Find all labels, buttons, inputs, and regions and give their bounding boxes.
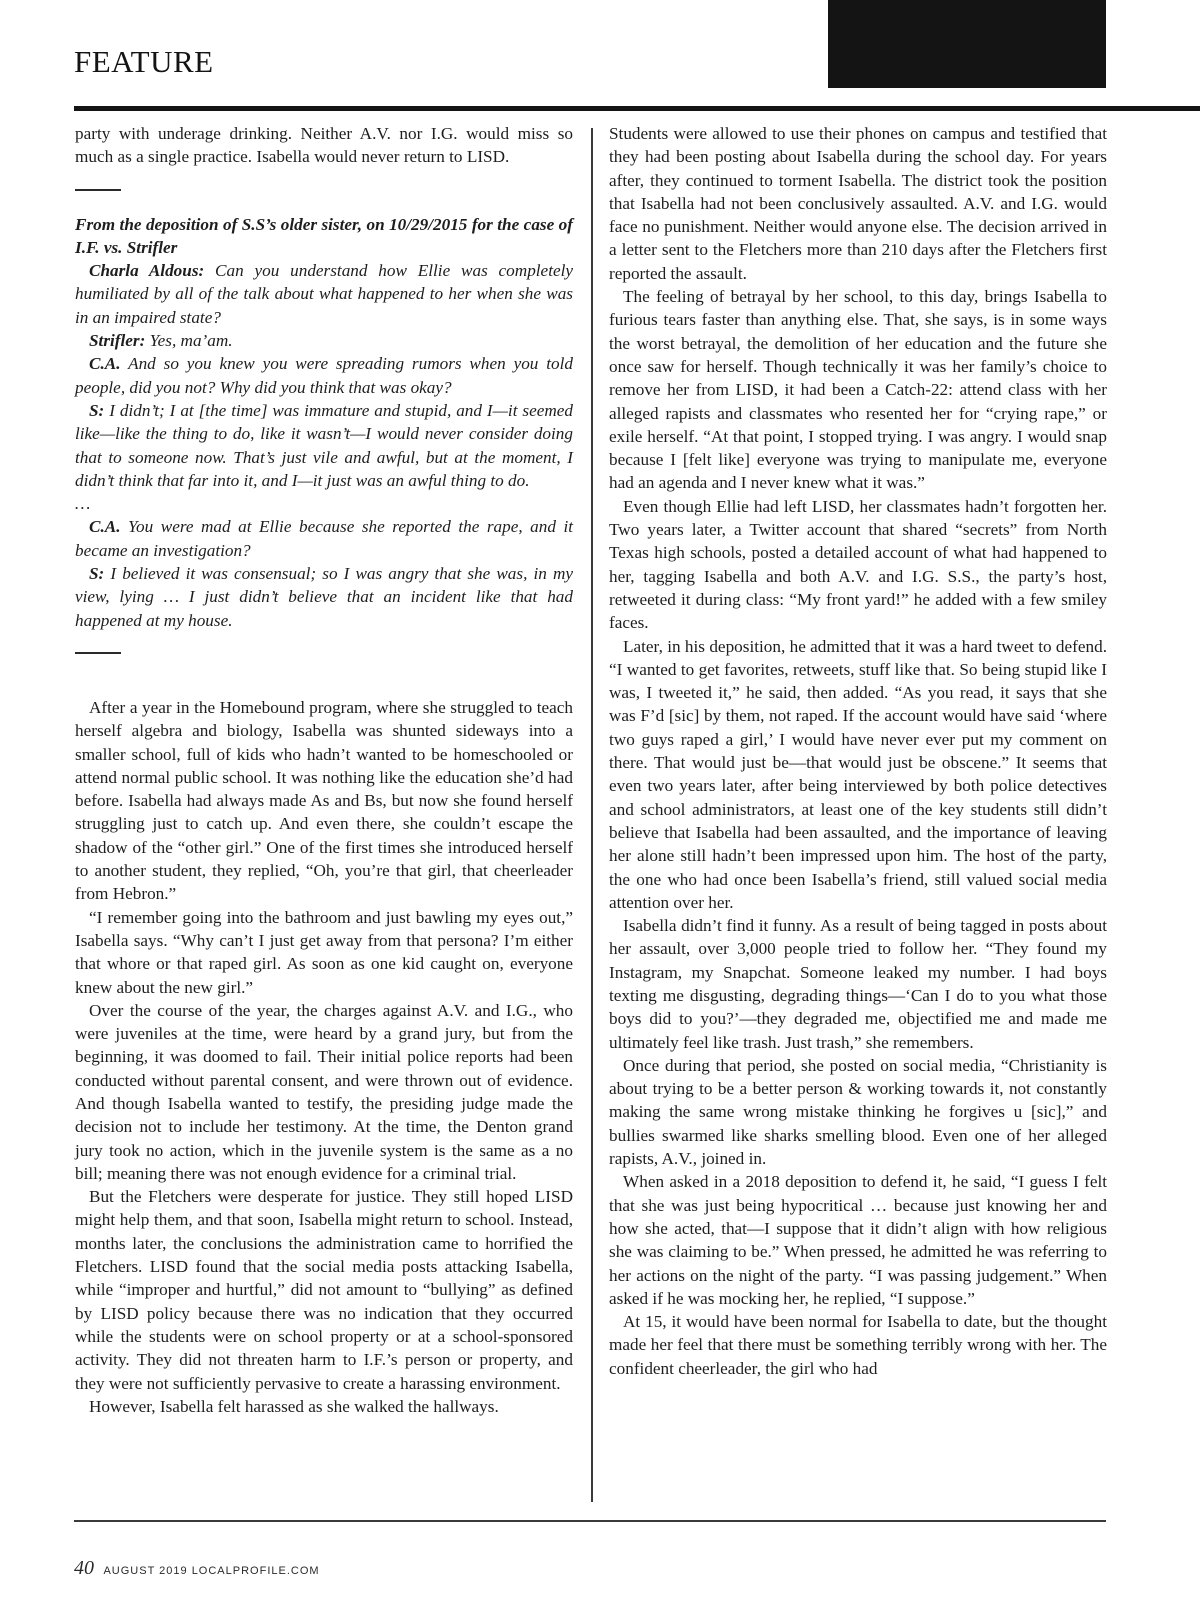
testimony: I believed it was consensual; so I was angry that she was, in my view, lying … I just didn’t believe that an incident like that had happened at my house. [75, 564, 573, 630]
body-paragraph: But the Fletchers were desperate for justice. They still hoped LISD might help them, and that soon, Isabella might return to school. Instead, months later, the conclusions the administration came to horrified the Fletchers. LISD found that the social media posts attacking Isabella, while “improper and hurtful,” did not amount to “bullying” as defined by LISD policy because there was no indication that they occurred while the students were on school property or at a school-sponsored activity. They did not threaten harm to I.F.’s person or property, and they were not sufficiently pervasive to create a harassing environment. [75, 1187, 573, 1393]
body-paragraph: Students were allowed to use their phones on campus and testified that they had been posting about Isabella during the school day. For years after, they continued to torment Isabella. The district took the position that Isabella had not been conclusively assaulted. A.V. and I.G. would face no punishment. Neither would anyone else. The decision arrived in a letter sent to the Fletchers more than 210 days after the Fletchers first reported the assault. [609, 124, 1107, 283]
body-paragraph: Later, in his deposition, he admitted that it was a hard tweet to defend. “I wanted to get favorites, retweets, stuff like that. So being stupid like I was, I tweeted it,” he said, then added. “As you read, it says that she was F’d [sic] by them, not raped. If the account would have said ‘where two guys raped a girl,’ I would have never ever put my comment on there. That would just be—that would just be obscene.” It seems that even two years later, after being interviewed by both police detectives and school administrators, at least one of the key students still didn’t believe that Isabella had been assaulted, and the importance of leaving her alone still hadn’t been impressed upon him. The host of the party, the one who had once been Isabella’s friend, still valued social media attention over her. [609, 636, 1107, 912]
body-paragraph: The feeling of betrayal by her school, to this day, brings Isabella to furious tears faster than anything else. That, she says, is in some ways the worst betrayal, the demolition of her education and the future she once saw for herself. Though technically it was her family’s choice to remove her from LISD, it had been a Catch-22: attend class with her alleged rapists and classmates who resented her for “crying rape,” or exile herself. “At that point, I stopped trying. I was angry. I would snap because I [felt like] everyone was trying to manipulate me, everyone had an agenda and I never knew what it was.” [609, 287, 1107, 493]
issue-date: AUGUST 2019 [103, 1565, 188, 1577]
testimony: Yes, ma’am. [145, 331, 233, 351]
page-footer [74, 1557, 320, 1580]
section-break-rule [75, 189, 121, 191]
section-label: FEATURE [74, 44, 214, 79]
body-paragraph: “I remember going into the bathroom and just bawling my eyes out,” Isabella says. “Why can’t I just get away from that persona? I’m either that whore or that raped girl. As soon as one kid caught on, everyone knew about the new girl.” [75, 907, 573, 997]
right-column [609, 122, 1107, 1380]
speaker: C.A. [89, 354, 121, 374]
body-paragraph: When asked in a 2018 deposition to defend it, he said, “I guess I felt that she was just being hypocritical … because just knowing her and how she acted, that—I suppose that it didn’t align with how religious she was claiming to be.” When pressed, he admitted he was referring to her actions on the night of the party. “I was passing judgement.” When asked if he was mocking her, he replied, “I suppose.” [609, 1172, 1107, 1308]
column-divider [591, 128, 593, 1502]
page-number: 40 [74, 1557, 94, 1579]
body-paragraph: Once during that period, she posted on social media, “Christianity is about trying to be a better person & working towards it, not constantly making the same wrong mistake thinking he forgives u [sic],” and bullies swarmed like sharks smelling blood. Even one of her alleged rapists, A.V., joined in. [609, 1055, 1107, 1169]
top-rule [74, 106, 1200, 111]
deposition-exchange [75, 562, 573, 632]
deposition-exchange [75, 352, 573, 399]
speaker: C.A. [89, 517, 121, 537]
speaker: Strifler: [89, 331, 146, 351]
deposition-exchange [75, 329, 573, 352]
body-paragraph: Over the course of the year, the charges against A.V. and I.G., who were juveniles at the time, were heard by a grand jury, but from the beginning, it was doomed to fail. Their initial police reports had been conducted without parental consent, and were thrown out of evidence. And though Isabella wanted to testify, the presiding judge made the decision not to include her testimony. At the time, the Denton grand jury took no action, which in the juvenile system is the same as a no bill; meaning there was not enough evidence for a criminal trial. [75, 1000, 573, 1183]
body-paragraph: Even though Ellie had left LISD, her classmates hadn’t forgotten her. Two years later, a Twitter account that shared “secrets” from North Texas high schools, posted a detailed account of what had happened to her, tagging Isabella and both A.V. and I.G. S.S., the party’s host, retweeted it during class: “My front yard!” he added with a few smiley faces. [609, 496, 1107, 633]
speaker: S: [89, 400, 105, 420]
body-paragraph: At 15, it would have been normal for Isabella to date, but the thought made her feel that there must be something terribly wrong with her. The confident cheerleader, the girl who had [609, 1312, 1107, 1378]
deposition-exchange [75, 399, 573, 492]
speaker: S: [89, 564, 105, 584]
testimony: I didn’t; I at [the time] was immature and stupid, and I—it seemed like—like the thing to do, like it wasn’t—I would never consider doing that to someone now. That’s just vile and awful, but at the moment, I didn’t think that far into it, and I—it just was an awful thing to do. [75, 400, 573, 490]
body-paragraph: After a year in the Homebound program, where she struggled to teach herself algebra and biology, Isabella was shunted sideways into a smaller school, full of kids who hadn’t wanted to be homeschooled or attend normal public school. It was nothing like the education she’d had before. Isabella had always made As and Bs, but now she found herself struggling just to catch up. And even there, she couldn’t escape the shadow of the “other girl.” One of the first times she introduced herself to another student, they replied, “Oh, you’re that girl, that cheerleader from Hebron.” [75, 697, 573, 904]
testimony: Can you understand how Ellie was completely humiliated by all of the talk about what happened to her when she was in an impaired state? [75, 261, 573, 327]
website: LOCALPROFILE.COM [191, 1565, 320, 1577]
deposition-ellipsis: … [75, 494, 91, 514]
testimony: And so you knew you were spreading rumors when you told people, did you not? Why did you think that was okay? [75, 354, 573, 397]
intro-paragraph: party with underage drinking. Neither A.V. nor I.G. would miss so much as a single practice. Isabella would never return to LISD. [75, 124, 573, 167]
testimony: You were mad at Ellie because she reported the rape, and it became an investigation? [75, 517, 573, 560]
body-paragraph: Isabella didn’t find it funny. As a result of being tagged in posts about her assault, over 3,000 people tried to follow her. “They found my Instagram, my Snapchat. Someone leaked my number. I had boys texting me disgusting, degrading things—‘Can I do to you what those boys did to you?’—they degraded me, objectified me and made me ultimately feel like trash. Just trash,” she remembers. [609, 916, 1107, 1052]
deposition-exchange [75, 259, 573, 329]
header-black-block [828, 0, 1106, 88]
speaker: Charla Aldous: [89, 261, 205, 281]
body-paragraph: However, Isabella felt harassed as she walked the hallways. [89, 1396, 499, 1416]
section-break-rule [75, 652, 121, 654]
bottom-rule [74, 1520, 1106, 1522]
left-column [75, 122, 573, 1418]
deposition-exchange [75, 515, 573, 562]
deposition-excerpt [75, 213, 573, 632]
deposition-heading: From the deposition of S.S’s older sister, on 10/29/2015 for the case of I.F. vs. Strifler [75, 214, 573, 257]
spacer [75, 676, 573, 696]
